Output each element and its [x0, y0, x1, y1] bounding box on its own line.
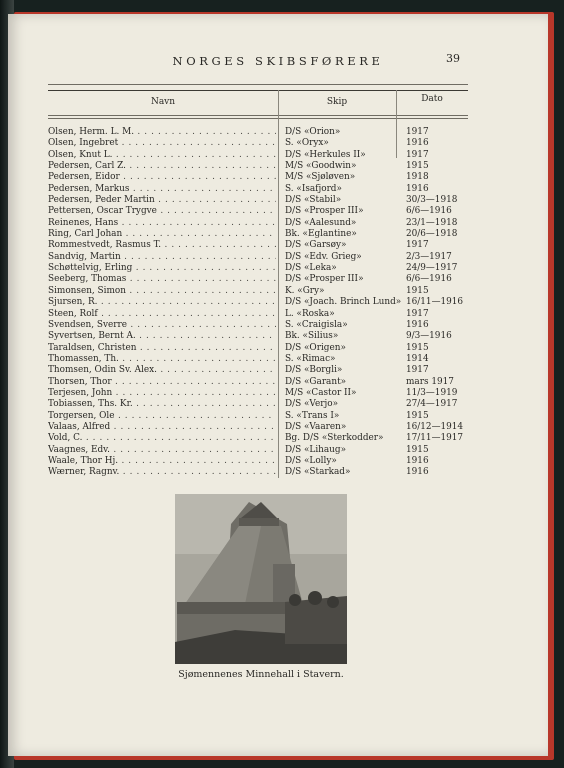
service-date: 1917 [406, 308, 429, 319]
service-date: 17/11—1917 [406, 433, 464, 444]
captain-name: Thorsen, Thor . . . [48, 377, 276, 388]
captain-name: Terjesen, John . . . [48, 388, 276, 399]
captain-name: Olsen, Knut L. . . . [48, 150, 276, 161]
ship-name: D/S «Orion» [285, 127, 341, 137]
service-date: 1917 [406, 365, 429, 376]
ship-name: D/S «Borgli» [285, 365, 343, 376]
table-row [48, 422, 468, 433]
ship-name: D/S «Vaaren» [285, 421, 347, 432]
table-row [48, 229, 468, 240]
captain-name: Seeberg, Thomas . . . [48, 274, 276, 285]
table-row [48, 309, 468, 320]
captain-name: Simonsen, Simon . . . [48, 286, 276, 297]
memorial-hall-picture [175, 494, 347, 664]
service-date: 1916 [406, 183, 429, 194]
service-date: mars 1917 [406, 376, 454, 387]
table-row [48, 184, 468, 195]
service-date: 1917 [406, 240, 429, 251]
ship-name: D/S «Garsøy» [285, 240, 347, 251]
captain-name: Syvertsen, Bernt A. . . . [48, 331, 276, 342]
book-page [8, 14, 548, 756]
photo-caption: Sjømennenes Minnehall i Stavern. [178, 669, 344, 680]
service-date: 9/3—1916 [406, 331, 452, 342]
service-date: 1916 [406, 467, 429, 478]
ship-name: D/S «Joach. Brinch Lund» [285, 297, 402, 308]
table-row [48, 388, 468, 399]
captain-name: Rommestvedt, Rasmus T. . . . [48, 240, 276, 251]
ship-name: S. «Rimac» [285, 353, 336, 364]
service-date: 1917 [406, 149, 429, 160]
service-date: 1915 [406, 161, 429, 172]
service-date: 1915 [406, 444, 429, 455]
service-date: 1917 [406, 127, 429, 137]
ship-name: M/S «Goodwin» [285, 161, 357, 172]
ship-name: D/S «Lolly» [285, 455, 337, 466]
table-row [48, 172, 468, 183]
ship-name: Bg. D/S «Sterkodder» [285, 433, 384, 444]
ship-name: Bk. «Silius» [285, 331, 339, 342]
captain-name: Olsen, Ingebret . . . [48, 138, 276, 149]
ship-name: K. «Gry» [285, 285, 325, 296]
captain-name: Thomassen, Th. . . . [48, 354, 276, 365]
table-row [48, 399, 468, 410]
ship-name: D/S «Stabil» [285, 195, 342, 206]
service-date: 16/12—1914 [406, 421, 464, 432]
captain-name: Tobiassen, Ths. Kr. . . . [48, 399, 276, 410]
service-date: 1916 [406, 319, 429, 330]
captain-name: Waale, Thor Hj. . . . [48, 456, 276, 467]
captain-name: Torgersen, Ole . . . [48, 411, 276, 422]
table-row [48, 240, 468, 251]
table-row [48, 343, 468, 354]
captain-name: Pedersen, Peder Martin . . . [48, 195, 276, 206]
captain-name: Pedersen, Carl Z. . . . [48, 161, 276, 172]
ship-name: D/S «Prosper III» [285, 206, 364, 217]
ship-name: D/S «Origen» [285, 342, 346, 353]
ship-name: D/S «Herkules II» [285, 149, 366, 160]
table-row [48, 297, 468, 308]
table-top-rule [48, 90, 468, 91]
service-date: 23/1—1918 [406, 217, 458, 228]
service-date: 20/6—1918 [406, 229, 458, 240]
captain-name: Vold, C. . . . [48, 433, 276, 444]
table-body [48, 127, 468, 479]
captain-name: Pedersen, Eidor . . . [48, 172, 276, 183]
service-date: 1915 [406, 410, 429, 421]
captain-name: Olsen, Herm. L. M. . . . [48, 127, 276, 138]
ship-name: D/S «Aalesund» [285, 217, 357, 228]
service-date: 30/3—1918 [406, 195, 458, 206]
captain-name: Pedersen, Markus . . . [48, 184, 276, 195]
table-row [48, 286, 468, 297]
table-row [48, 331, 468, 342]
column-header-ship: Skip [326, 97, 348, 107]
running-title: NORGES SKIBSFØRERE [172, 54, 384, 68]
ship-name: D/S «Garant» [285, 376, 347, 387]
table-row [48, 445, 468, 456]
table-header-rule [48, 115, 468, 116]
table-row [48, 274, 468, 285]
service-date: 1916 [406, 138, 429, 149]
table-row [48, 467, 468, 478]
table-row [48, 433, 468, 444]
captain-name: Sandvig, Martin . . . [48, 252, 276, 263]
service-date: 1915 [406, 285, 429, 296]
captain-name: Pettersen, Oscar Trygve . . . [48, 206, 276, 217]
table-row [48, 320, 468, 331]
table-row [48, 411, 468, 422]
service-date: 24/9—1917 [406, 263, 458, 274]
captain-name: Ring, Carl Johan . . . [48, 229, 276, 240]
table-row [48, 161, 468, 172]
service-date: 11/3—1919 [406, 387, 458, 398]
table-row [48, 218, 468, 229]
ship-name: D/S «Verjo» [285, 399, 339, 410]
ship-name: S. «Oryx» [285, 138, 329, 149]
table-row [48, 138, 468, 149]
captain-name: Svendsen, Sverre . . . [48, 320, 276, 331]
ship-name: S. «Isafjord» [285, 183, 342, 194]
ship-name: S. «Craigisla» [285, 319, 348, 330]
table-header-rule-double [48, 118, 468, 119]
ship-name: D/S «Lihaug» [285, 444, 347, 455]
captain-name: Wærner, Ragnv. . . . [48, 467, 276, 478]
service-date: 1916 [406, 455, 429, 466]
service-date: 16/11—1916 [406, 297, 464, 308]
ship-name: M/S «Sjøløven» [285, 172, 356, 183]
page-number: 39 [446, 52, 460, 65]
ship-name: Bk. «Eglantine» [285, 229, 357, 240]
captain-name: Reinenes, Hans . . . [48, 218, 276, 229]
captain-name: Taraldsen, Christen . . . [48, 343, 276, 354]
ship-name: D/S «Starkad» [285, 467, 351, 478]
captain-name: Schøttelvig, Erling . . . [48, 263, 276, 274]
service-date: 6/6—1916 [406, 274, 452, 285]
table-row [48, 150, 468, 161]
ship-name: D/S «Edv. Grieg» [285, 251, 362, 262]
captain-name: Valaas, Alfred . . . [48, 422, 276, 433]
captain-name: Steen, Rolf . . . [48, 309, 276, 320]
ship-name: D/S «Prosper III» [285, 274, 364, 285]
ship-name: L. «Roska» [285, 308, 335, 319]
service-date: 1918 [406, 172, 429, 183]
memorial-hall-photo [175, 494, 347, 664]
header-rule [48, 84, 468, 85]
service-date: 1914 [406, 353, 429, 364]
ship-name: M/S «Castor II» [285, 387, 357, 398]
service-date: 6/6—1916 [406, 206, 452, 217]
table-row [48, 252, 468, 263]
table-row [48, 206, 468, 217]
column-header-name: Navn [150, 97, 176, 107]
captain-name: Thomsen, Odin Sv. Alex. . . . [48, 365, 276, 376]
service-date: 1915 [406, 342, 429, 353]
service-date: 2/3—1917 [406, 251, 452, 262]
column-header-date: Dato [421, 94, 443, 104]
table-row [48, 354, 468, 365]
service-date: 27/4—1917 [406, 399, 458, 410]
ship-name: S. «Trans I» [285, 410, 340, 421]
table-row [48, 456, 468, 467]
table-row [48, 263, 468, 274]
captain-name: Sjursen, R. . . . [48, 297, 276, 308]
ship-name: D/S «Leka» [285, 263, 337, 274]
table-row [48, 377, 468, 388]
table-row [48, 365, 468, 376]
table-row [48, 195, 468, 206]
captain-name: Vaagnes, Edv. . . . [48, 445, 276, 456]
table-row [48, 127, 468, 138]
